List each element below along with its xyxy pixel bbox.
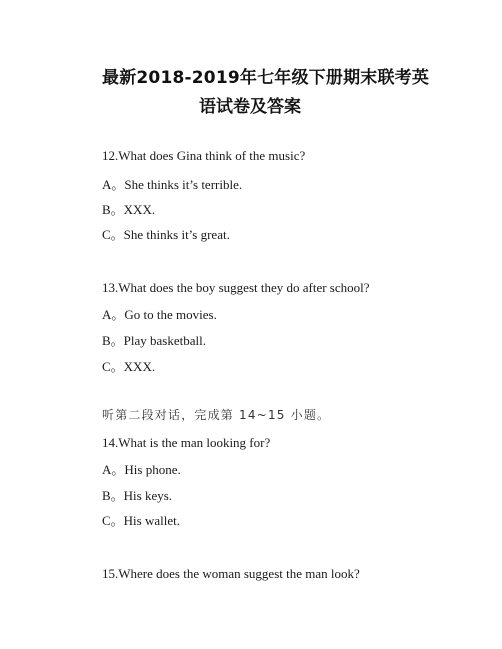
question-15: 15.Where does the woman suggest the man look? (102, 566, 360, 581)
question-14-option-b: B。His keys. (102, 488, 173, 503)
section-instruction: 听第二段对话，完成第 14~15 小题。 (102, 408, 331, 422)
question-14-option-a: A。His phone. (102, 462, 181, 477)
document-title-line1: 最新2018-2019年七年级下册期末联考英 (102, 68, 430, 88)
question-12: 12.What does Gina think of the music? (102, 148, 306, 163)
question-14: 14.What is the man looking for? (102, 435, 271, 450)
question-13-option-c: C。XXX. (102, 359, 156, 374)
question-13-option-a: A。Go to the movies. (102, 307, 217, 322)
question-13-option-b: B。Play basketball. (102, 333, 206, 348)
question-12-option-b: B。XXX. (102, 202, 156, 217)
question-12-option-a: A。She thinks it’s terrible. (102, 177, 243, 192)
question-13: 13.What does the boy suggest they do after school? (102, 280, 370, 295)
document-title-line2: 语试卷及答案 (199, 97, 301, 117)
question-14-option-c: C。His wallet. (102, 513, 180, 528)
question-12-option-c: C。She thinks it’s great. (102, 227, 230, 242)
